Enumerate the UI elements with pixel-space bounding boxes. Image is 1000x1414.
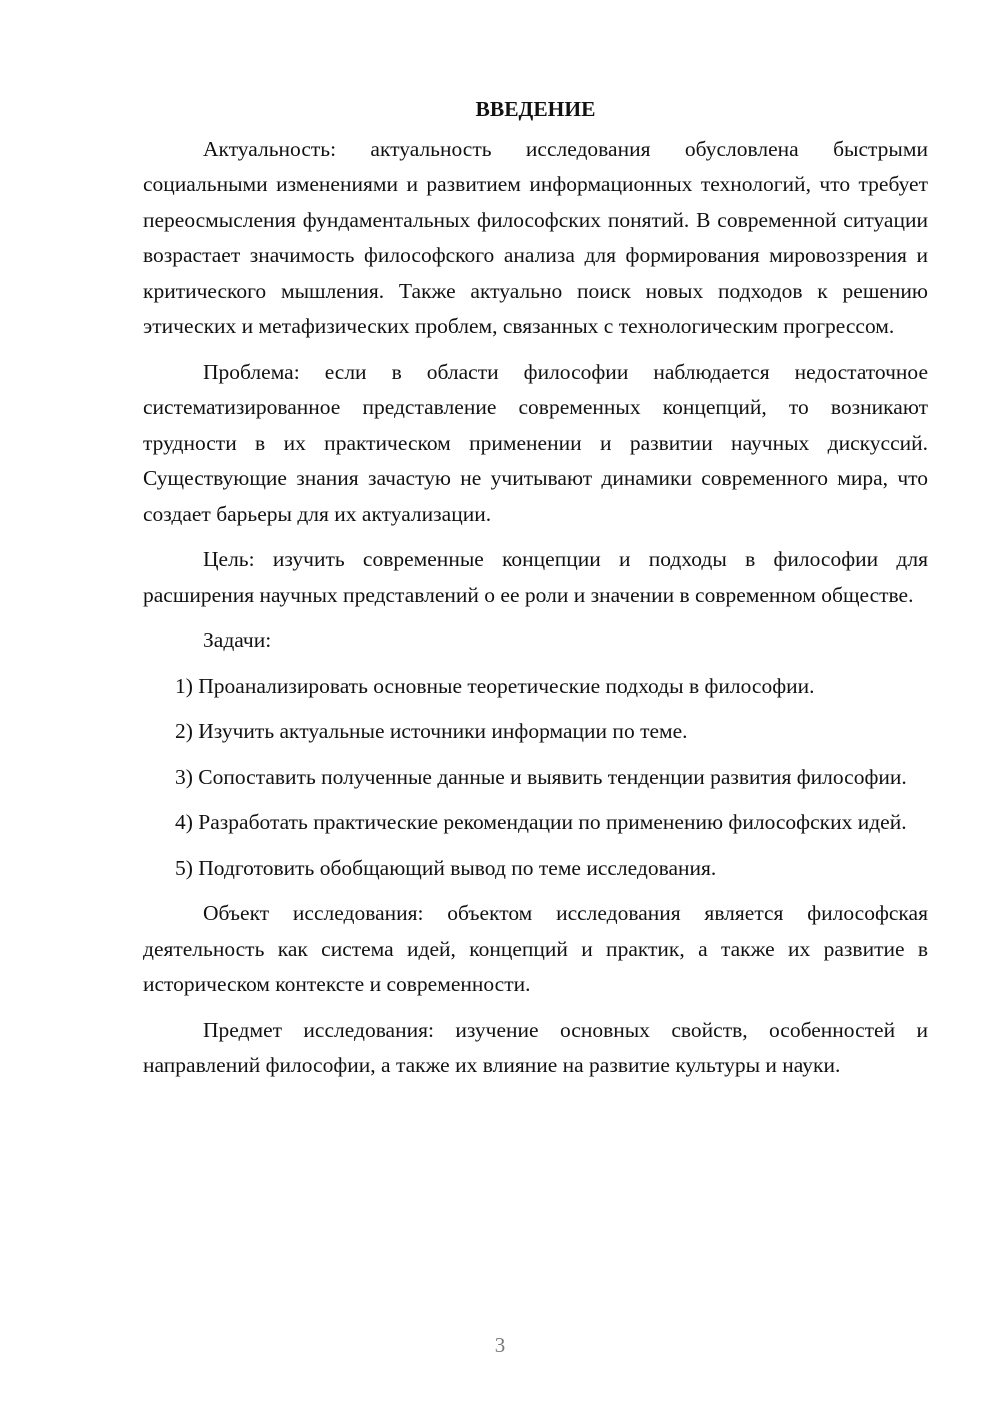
task-item-4: 4) Разработать практические рекомендации по применению философских идей. [175, 810, 907, 834]
task-item-5: 5) Подготовить обобщающий вывод по теме исследования. [175, 855, 717, 880]
task-item-1: 1) Проанализировать основные теоретические подходы в философии. [175, 673, 815, 698]
task-item-2: 2) Изучить актуальные источники информации по теме. [175, 719, 688, 743]
subject-paragraph: Предмет исследования: изучение основных свойств, особенностей и направлений философии, а также их влияние на развитие культуры и науки. [143, 1017, 928, 1077]
tasks-label: Задачи: [203, 628, 272, 652]
document-page [143, 92, 928, 1094]
goal-paragraph: Цель: изучить современные концепции и подходы в философии для расширения научных представлений о ее роли и значении в современном обществе. [143, 547, 928, 607]
page-number: 3 [494, 1333, 506, 1357]
task-item-3: 3) Сопоставить полученные данные и выявить тенденции развития философии. [175, 764, 907, 789]
relevance-paragraph: Актуальность: актуальность исследования обусловлена быстрыми социальными изменениями и развитием информационных технологий, что требует переосмысления фундаментальных философских понятий. В современной ситуации возрастает значимость философского анализа для формирования мировоззрения и критического мышления. Также актуально поиск новых подходов к решению этических и метафизических проблем, связанных с технологическим прогрессом. [143, 136, 928, 338]
page-title: ВВЕДЕНИЕ [475, 97, 596, 121]
object-paragraph: Объект исследования: объектом исследования является философская деятельность как система идей, концепций и практик, а также их развитие в историческом контексте и современности. [143, 901, 928, 996]
problem-paragraph: Проблема: если в области философии наблюдается недостаточное систематизированное представление современных концепций, то возникают трудности в их практическом применении и развитии научных дискуссий. Существующие знания зачастую не учитывают динамики современного мира, что создает барьеры для их актуализации. [143, 359, 928, 526]
